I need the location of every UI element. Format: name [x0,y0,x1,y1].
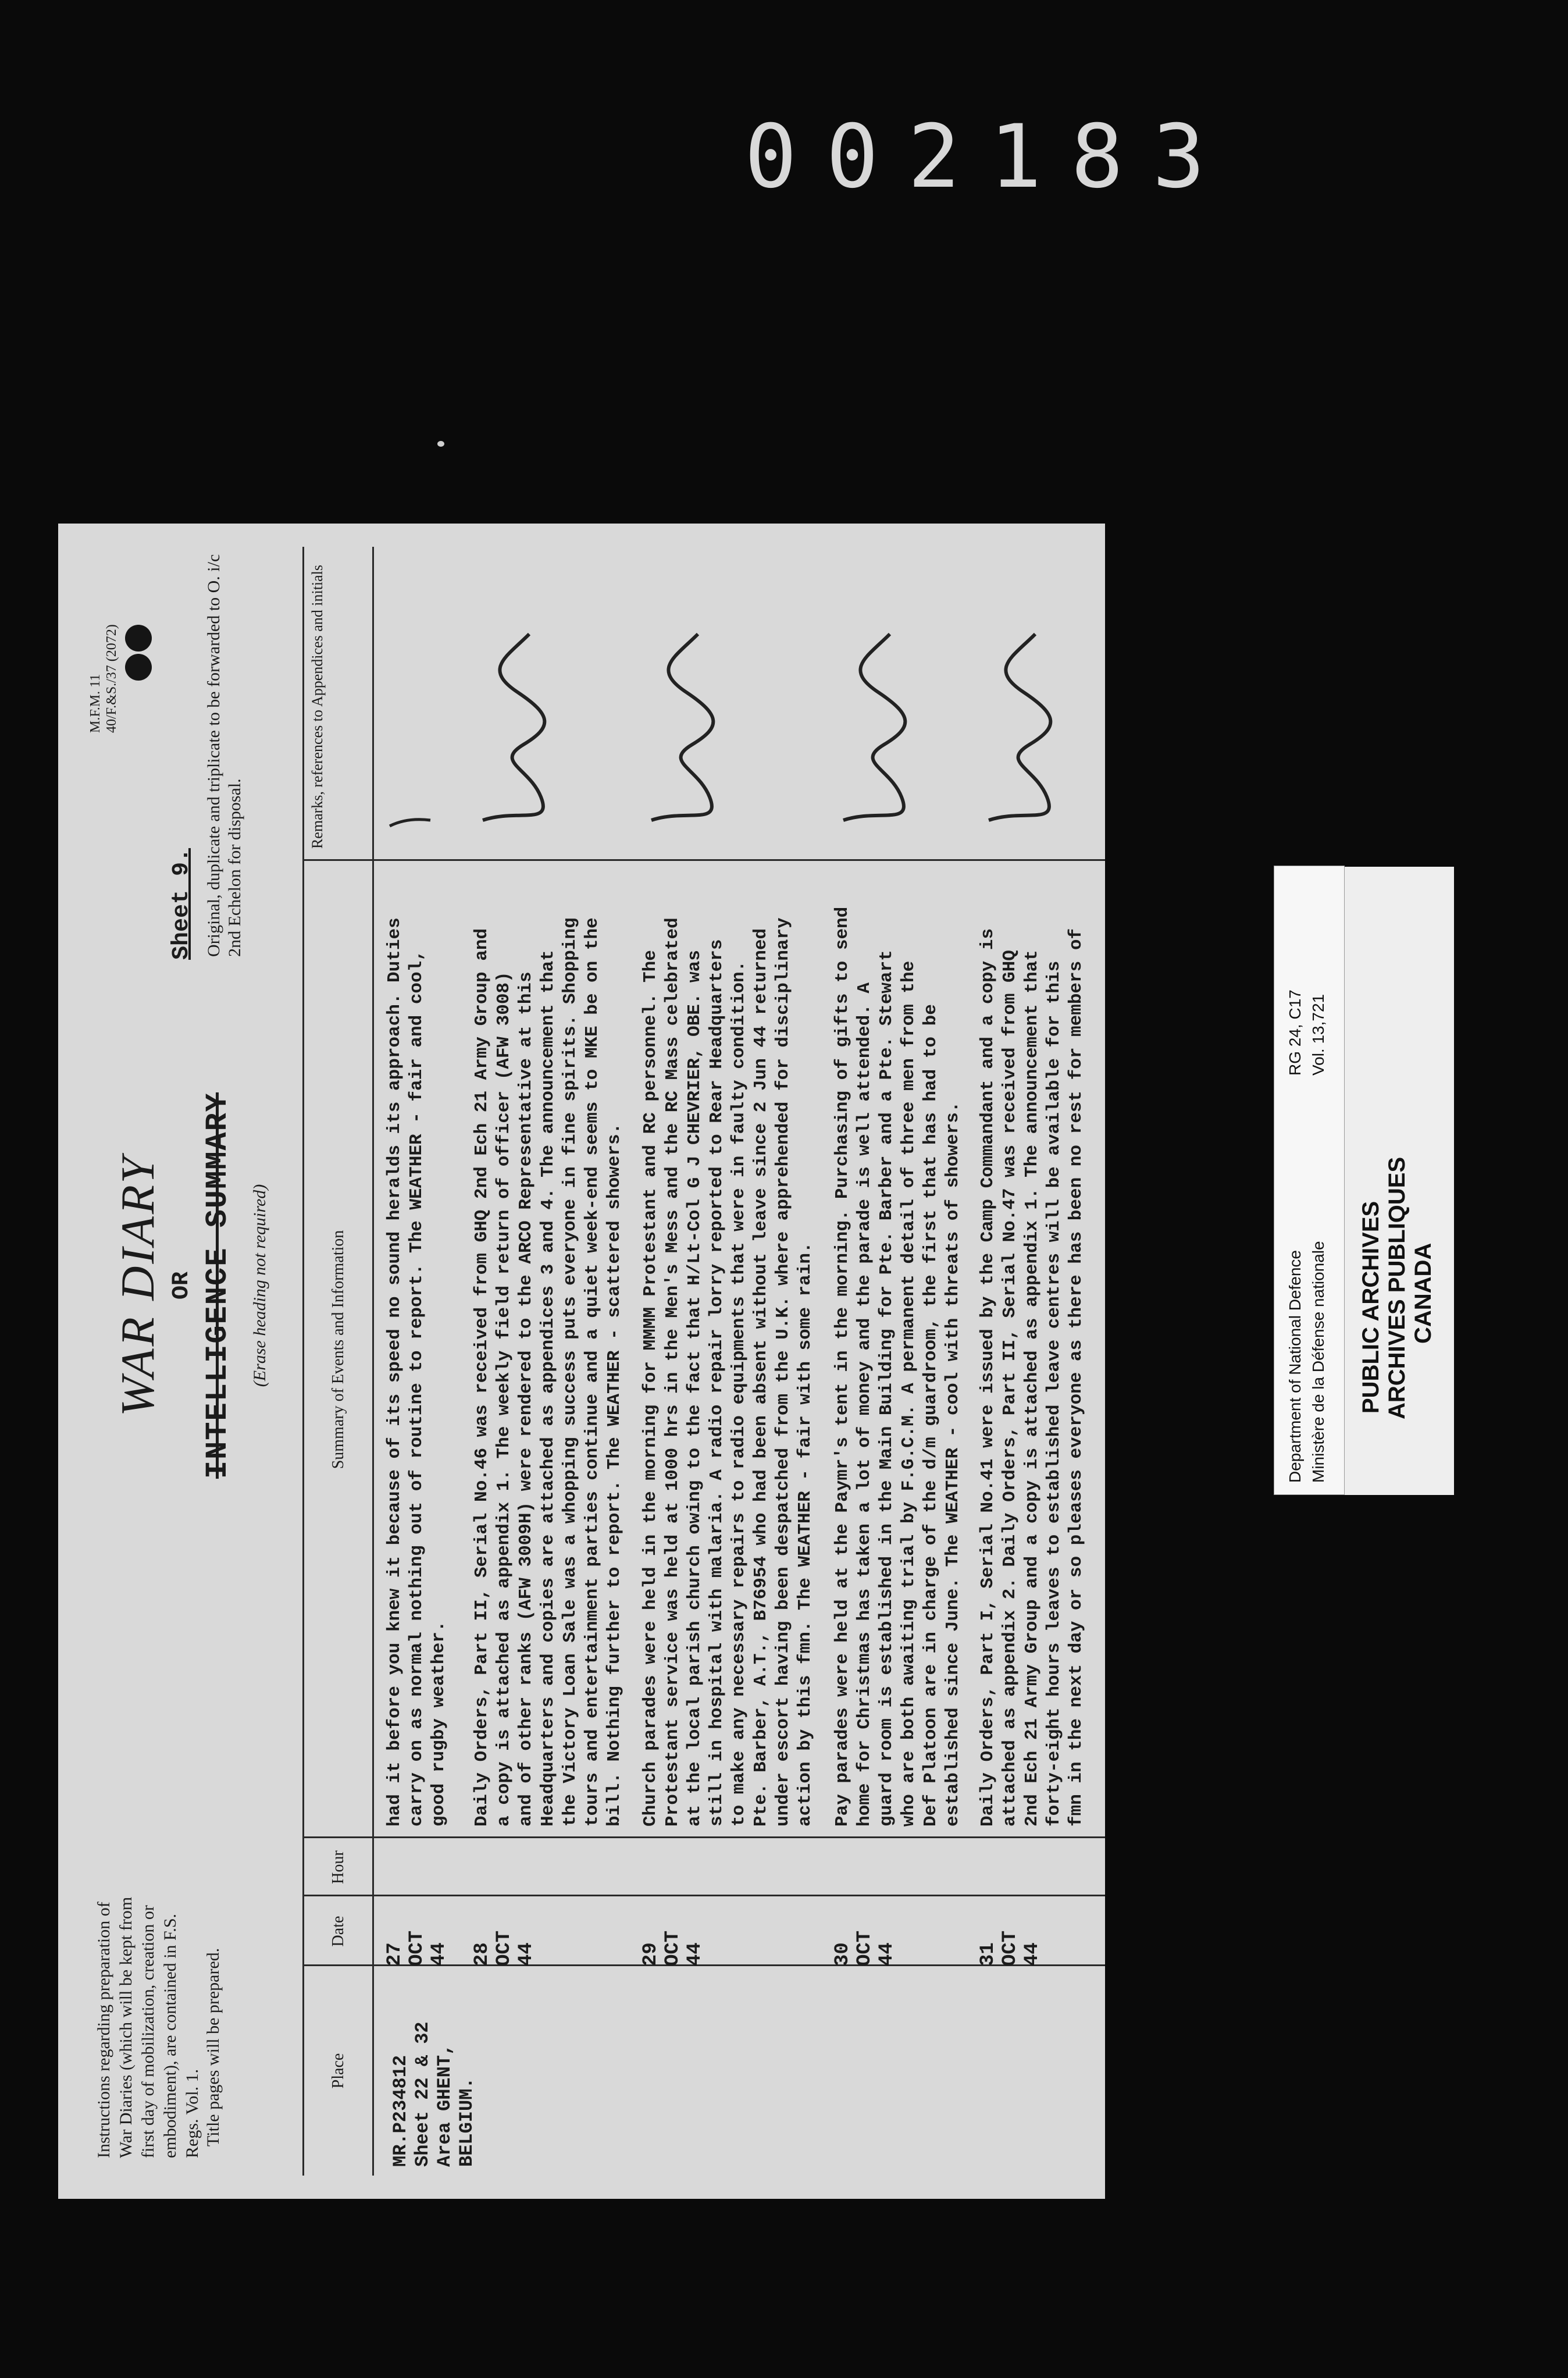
col-header-hour: Hour [329,1850,347,1884]
form-code [87,624,120,733]
archive-stamp [1274,867,1454,1495]
archive-reference-box [1274,866,1345,1495]
row-date: 31 OCT 44 [977,1930,1043,1966]
row-initials [832,576,901,843]
film-frame-number: 002183 [744,106,1234,208]
intelligence-summary-struck: INTELLIGENCE SUMMARY [201,1092,235,1479]
signature-icon [832,599,925,843]
form-instructions: Instructions regarding preparation of War Diaries (which will be kept from first day of mobilization, creation or embodiment), are contained in F.S. Regs. Vol. 1. [94,1896,202,2158]
signature-icon [977,599,1070,843]
dept-name-fr: Ministère de la Défense nationale [1309,1241,1327,1483]
row-date: 28 OCT 44 [471,1930,537,1966]
row-initials [640,576,710,843]
erase-heading-note: (Erase heading not required) [250,1184,269,1387]
row-date: 30 OCT 44 [832,1930,898,1966]
archive-stamp-wrap [1274,937,1448,1495]
film-speck [437,441,444,447]
war-diary-sheet [58,524,1105,2199]
signature-icon [471,599,564,843]
initial-mark-icon [384,797,436,843]
row-date: 29 OCT 44 [640,1930,706,1966]
row-summary: Daily Orders, Part II, Serial No.46 was received from GHQ 2nd Ech 21 Army Group and a copy is attached as appendix 1. The weekly field return of officer (AFW 3008) and of other ranks (AFW 3009H) were rendered to the ARCO Representative at this Headquarters and copies are attached as appendices 3 and 4. The announcement that the Victory Loan Sale was a whopping success puts everyone in fine spirits. Shopping tours and entertainment parties continue and a quiet week-end seems to MKE be on the bill. Nothing further to report. The WEATHER - scattered showers. [472,917,625,1827]
row-date: 27 OCT 44 [384,1930,450,1966]
record-group-ref: RG 24, C17 [1286,989,1304,1076]
form-code-line2: 40/F.&S./37 (2072) [104,624,119,733]
form-code-line1: M.F.M. 11 [88,674,103,733]
volume-ref: Vol. 13,721 [1309,994,1327,1076]
hour-column [384,1838,1082,1896]
archives-country: CANADA [1410,1243,1436,1344]
row-initials [471,576,541,843]
row-initials [977,576,1047,843]
row-summary: had it before you knew it because of its speed no sound heralds its approach. Duties carry on as normal nothing out of routine to report. The WEATHER - fair and cool, good rugby weather. [384,917,449,1827]
punch-dot [125,625,152,652]
signature-icon [640,599,733,843]
title-pages-note: Title pages will be prepared. [204,1948,223,2146]
punch-dot [125,654,152,681]
row-summary: Pay parades were held at the Paymr's tent in the morning. Purchasing of gifts to send home for Christmas has taken a lot of money and the parade is well attended. A guard room is established in the Main Building for Pte. Barber and a Pte. Stewart who are both awaiting trial by F.G.C.M. A permanent detail of three men from the Def Platoon are in charge of the d/m guardroom, the first that has had to be established since June. The WEATHER - cool with threats of showers. [832,906,963,1827]
dept-name-en: Department of National Defence [1286,1250,1304,1483]
distribution-note: Original, duplicate and triplicate to be forwarded to O. i/c 2nd Echelon for disposal. [204,554,244,957]
public-archives-fr: ARCHIVES PUBLIQUES [1384,1156,1410,1419]
col-header-place: Place [329,2053,347,2089]
col-header-summary: Summary of Events and Information [329,1230,347,1469]
war-diary-form [58,524,1105,2199]
col-header-remarks: Remarks, references to Appendices and initials [309,564,326,849]
public-archives-en: PUBLIC ARCHIVES [1358,1201,1384,1414]
col-rule [302,859,1105,861]
place-cell: MR.P234812 Sheet 22 & 32 Area GHENT, BELGIUM. [390,2021,477,2167]
form-or: OR [169,1272,195,1300]
form-title: WAR DIARY [111,1154,164,1417]
row-summary: Daily Orders, Part I, Serial No.41 were issued by the Camp Commandant and a copy is attached as appendix 2. Daily Orders, Part II, Serial No.47 was received from GHQ 2nd Ech 21 Army Group and a copy is attached as appendix 1. The announcement that forty-eight hours leaves to established leave centres will be available for this fmn in the next day or so pleases everyone as there has been no rest for members of [978,928,1086,1827]
table-top-rule [302,547,304,2176]
header-bottom-rule [372,547,374,2176]
row-summary: Church parades were held in the morning for MMMM Protestant and RC personnel. The Protestant service was held at 1000 hrs in the Men's Mess and the RC Mass celebrated at the local parish church owing to the fact that H/Lt-Col G J CHEVRIER, OBE. was still in hospital with malaria. A radio repair lorry reported to Rear Headquarters to make any necessary repairs to radio equipments that were in faulty condition. Pte. Barber, A.T., B76954 who had been absent without leave since 2 Jun 44 returned under escort having been despatched from the U.K. where apprehended for disciplinary action by this fmn. The WEATHER - fair with some rain. [640,917,815,1827]
sheet-number: Sheet 9. [169,848,195,960]
col-header-date: Date [329,1916,347,1947]
row-initials [384,576,454,843]
